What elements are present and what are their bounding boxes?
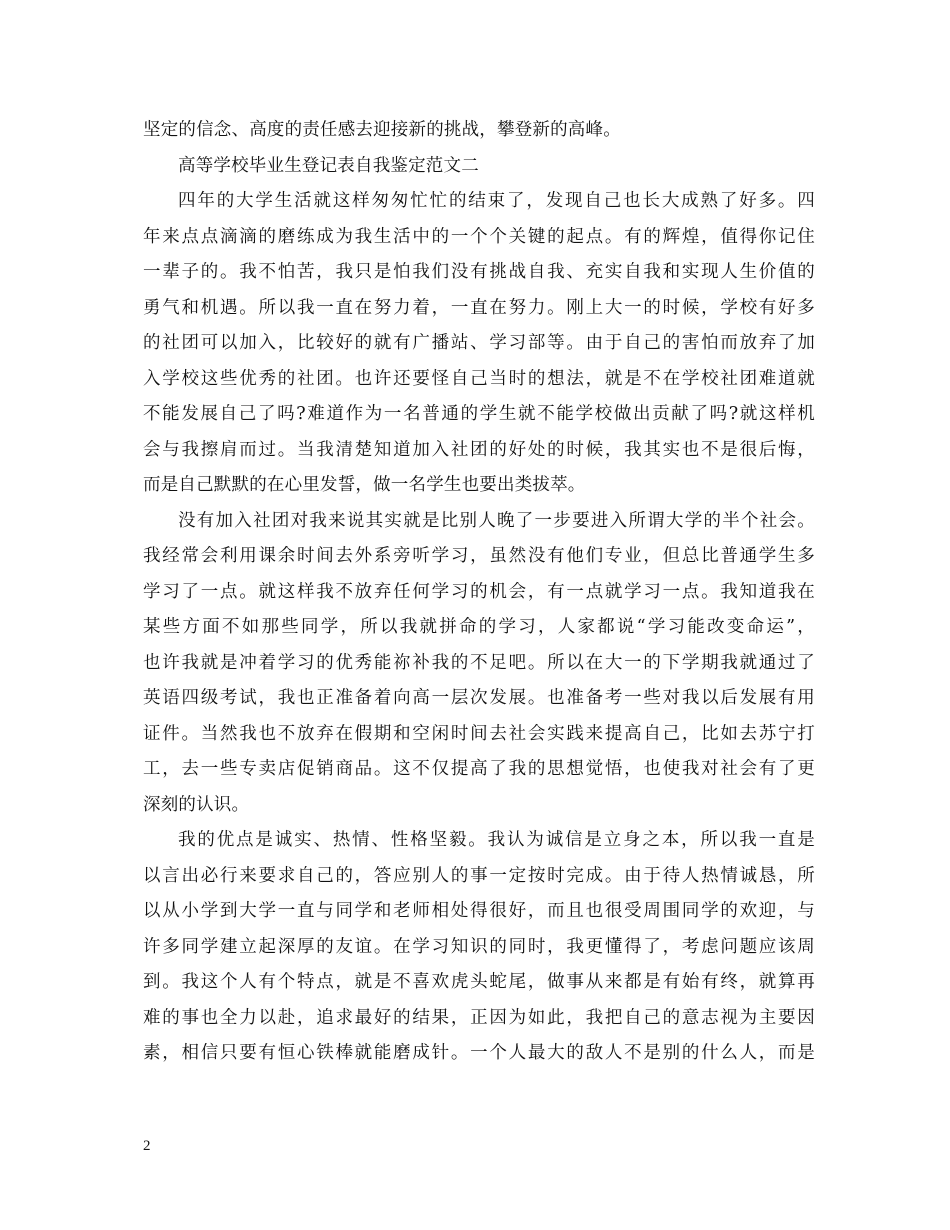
text-line: 年来点点滴滴的磨练成为我生活中的一个个关键的起点。有的辉煌，值得你记住	[143, 226, 815, 247]
text-line: 入学校这些优秀的社团。也许还要怪自己当时的想法，就是不在学校社团难道就	[143, 368, 815, 389]
text-line: 而是自己默默的在心里发誓，做一名学生也要出类拔萃。	[143, 475, 586, 495]
section-heading: 高等学校毕业生登记表自我鉴定范文二	[178, 155, 479, 176]
text-line: 工，去一些专卖店促销商品。这不仅提高了我的思想觉悟，也使我对社会有了更	[143, 759, 815, 779]
text-line: 以言出必行来要求自己的，答应别人的事一定按时完成。由于待人热情诚恳，所	[143, 865, 815, 886]
text-line: 学习了一点。就这样我不放弃任何学习的机会，有一点就学习一点。我知道我在	[143, 581, 815, 602]
text-line: 许多同学建立起深厚的友谊。在学习知识的同时，我更懂得了，考虑问题应该周	[143, 936, 815, 957]
text-line: 素，相信只要有恒心铁棒就能磨成针。一个人最大的敌人不是别的什么人，而是	[143, 1043, 815, 1063]
text-line: 也许我就是冲着学习的优秀能祢补我的不足吧。所以在大一的下学期我就通过了	[143, 652, 815, 673]
text-line: 到。我这个人有个特点，就是不喜欢虎头蛇尾，做事从来都是有始有终，就算再	[143, 972, 815, 992]
text-line: 证件。当然我也不放弃在假期和空闲时间去社会实践来提高自己，比如去苏宁打	[143, 723, 815, 744]
text-line: 会与我擦肩而过。当我清楚知道加入社团的好处的时候，我其实也不是很后悔，	[143, 439, 815, 460]
page-number: 2	[143, 1138, 151, 1154]
text-line: 不能发展自己了吗?难道作为一名普通的学生就不能学校做出贡献了吗?就这样机	[143, 404, 815, 424]
text-line: 我的优点是诚实、热情、性格坚毅。我认为诚信是立身之本，所以我一直是	[178, 830, 815, 850]
text-line: 坚定的信念、高度的责任感去迎接新的挑战，攀登新的高峰。	[143, 120, 621, 140]
text-line: 我经常会利用课余时间去外系旁听学习，虽然没有他们专业，但总比普通学生多	[143, 546, 815, 566]
text-line: 的社团可以加入，比较好的就有广播站、学习部等。由于自己的害怕而放弃了加	[143, 333, 815, 353]
text-line: 没有加入社团对我来说其实就是比别人晚了一步要进入所谓大学的半个社会。	[178, 510, 815, 531]
document-body	[143, 113, 815, 1072]
text-line: 以从小学到大学一直与同学和老师相处得很好，而且也很受周围同学的欢迎，与	[143, 901, 815, 921]
text-line: 英语四级考试，我也正准备着向高一层次发展。也准备考一些对我以后发展有用	[143, 688, 815, 708]
text-line: 难的事也全力以赴，追求最好的结果，正因为如此，我把自己的意志视为主要因	[143, 1007, 815, 1028]
text-line: 一辈子的。我不怕苦，我只是怕我们没有挑战自我、充实自我和实现人生价值的	[143, 262, 815, 282]
text-line: 四年的大学生活就这样匆匆忙忙的结束了，发现自己也长大成熟了好多。四	[178, 191, 815, 211]
text-line: 某些方面不如那些同学，所以我就拼命的学习，人家都说“学习能改变命运”，	[143, 617, 815, 637]
text-line: 勇气和机遇。所以我一直在努力着，一直在努力。刚上大一的时候，学校有好多	[143, 297, 815, 318]
text-line: 深刻的认识。	[143, 794, 250, 815]
